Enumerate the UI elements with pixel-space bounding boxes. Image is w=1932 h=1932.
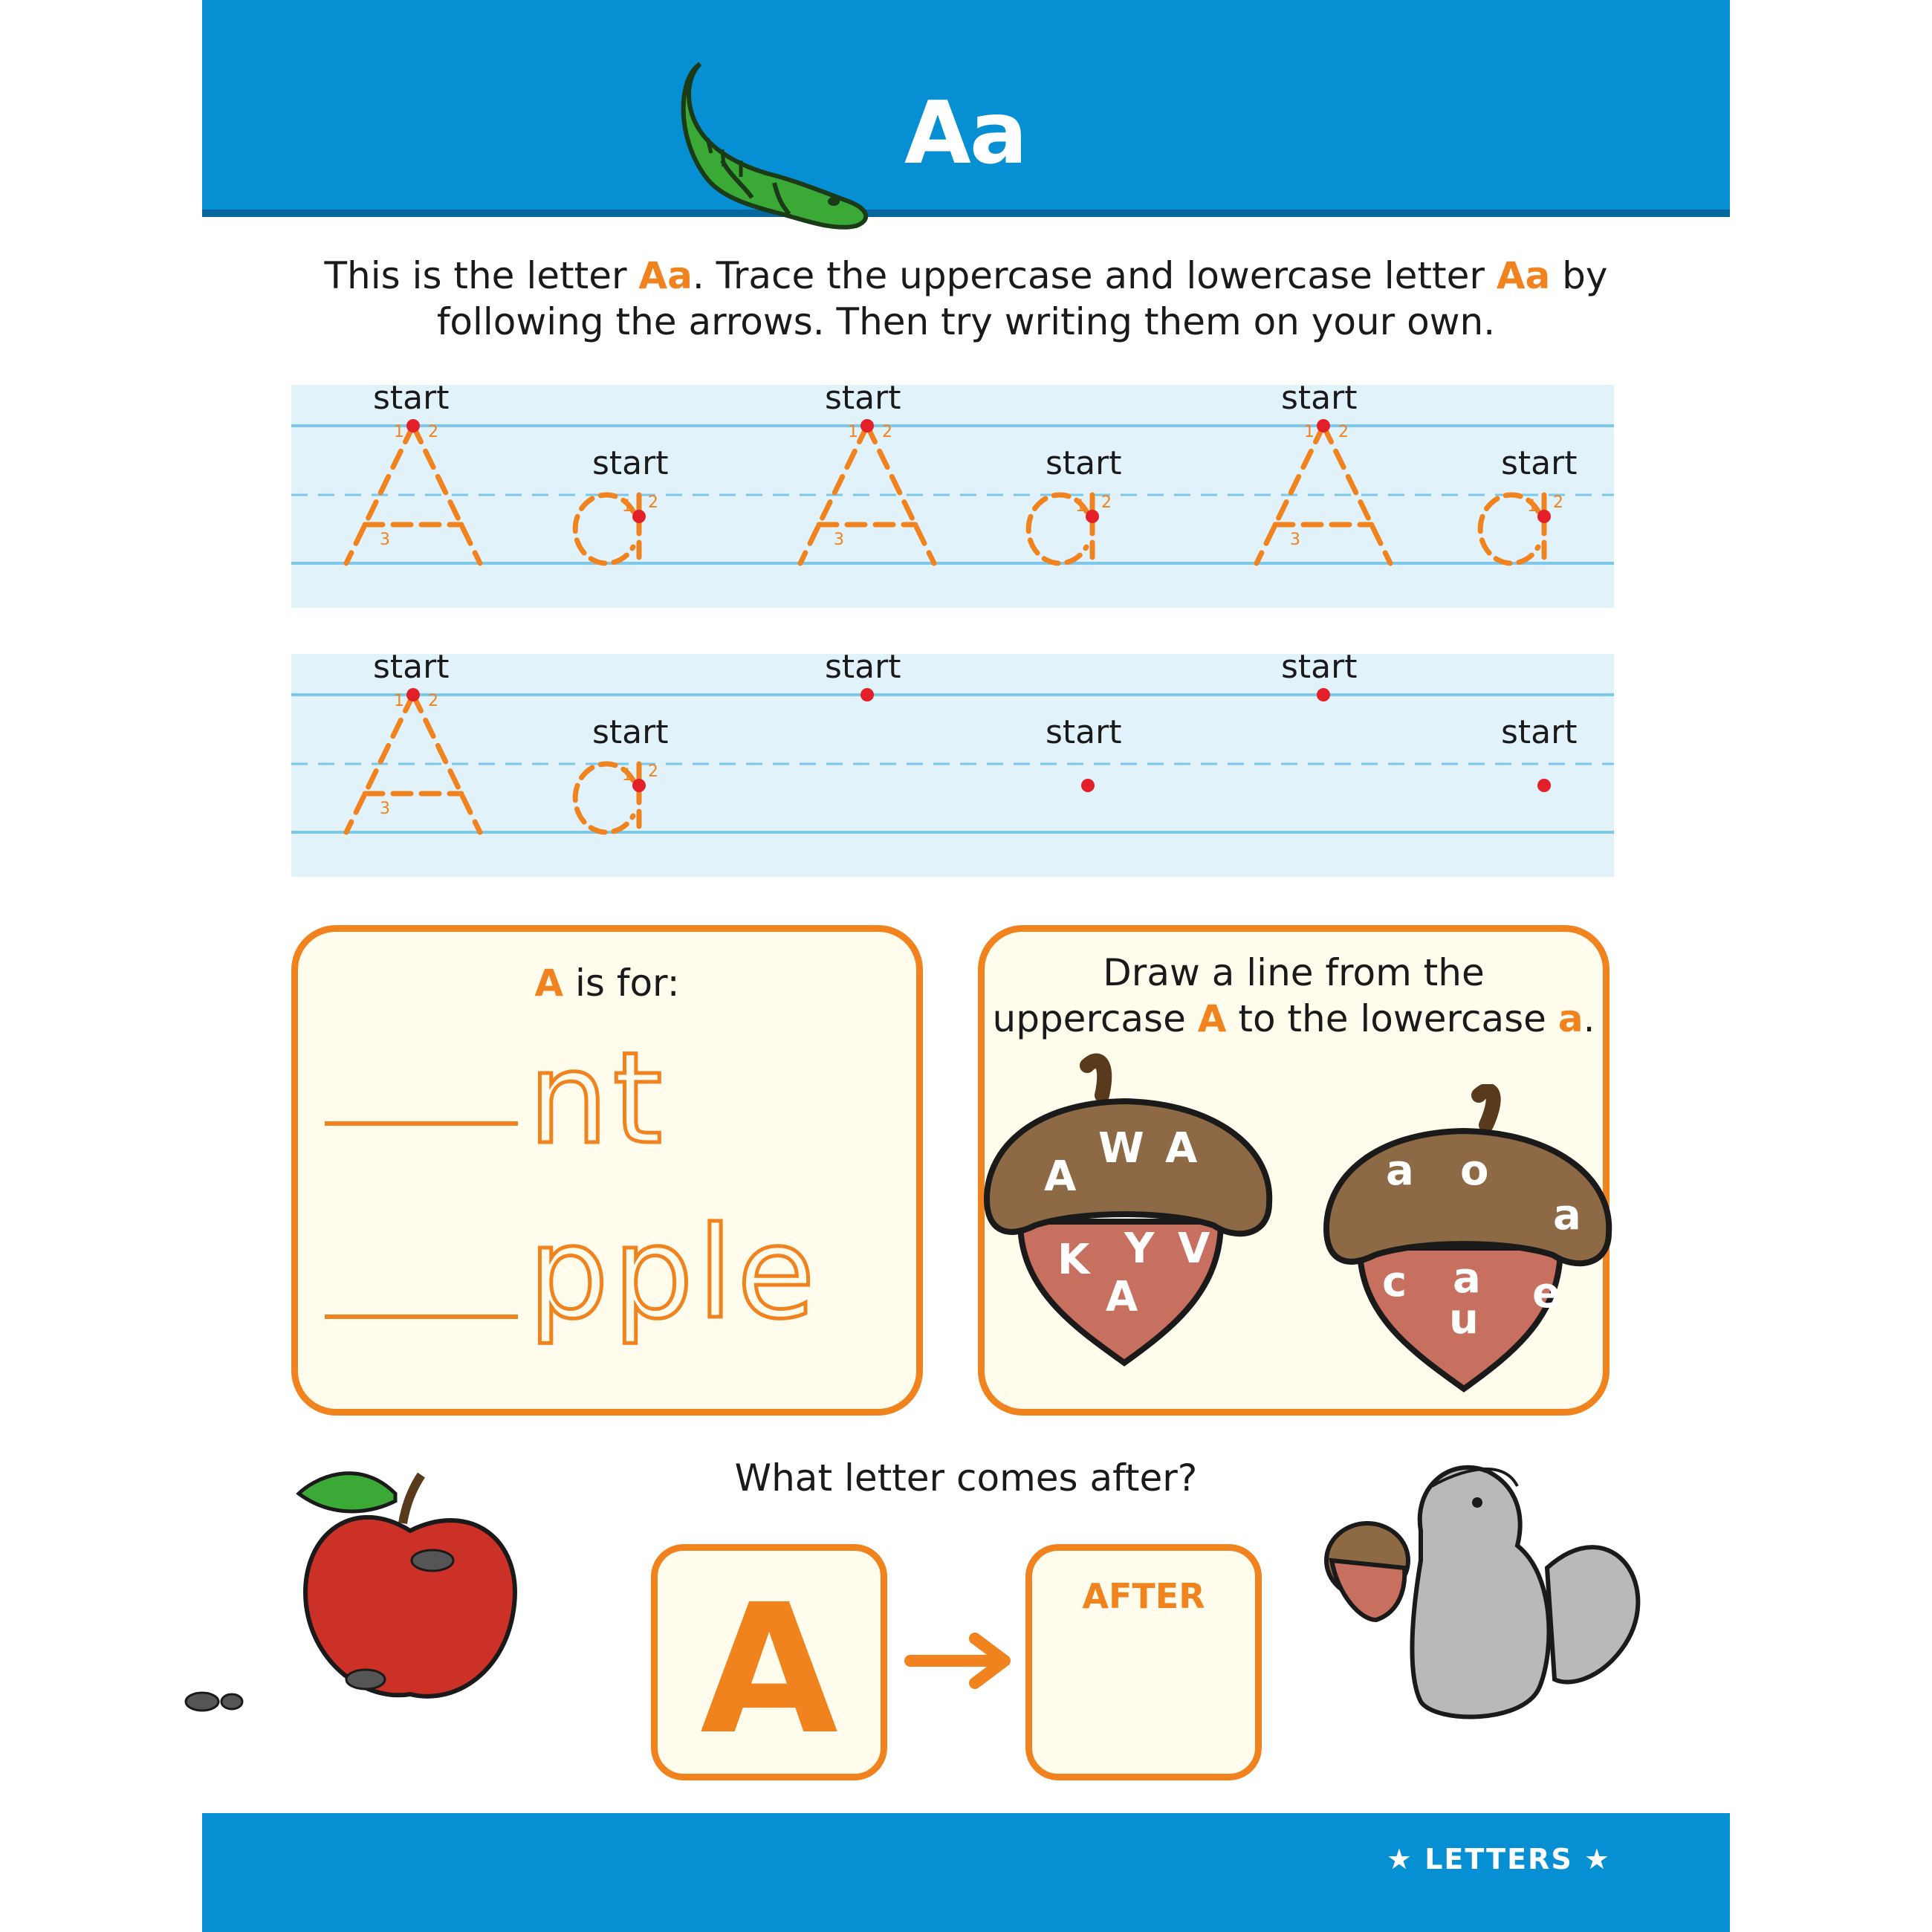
section-label: ★ LETTERS ★ (1386, 1843, 1611, 1876)
apple-illustration (284, 1456, 566, 1739)
stroke-number: 1 (1527, 497, 1537, 516)
acorn-letter[interactable]: e (1532, 1269, 1560, 1317)
acorn-letter[interactable]: a (1386, 1147, 1414, 1195)
tracing-row-1 (291, 379, 1614, 608)
match-text: uppercase (992, 997, 1198, 1040)
start-label: start (825, 648, 901, 686)
acorn-letter[interactable]: A (1044, 1153, 1077, 1201)
trace-stroke (1323, 426, 1390, 563)
ant-icon (172, 1679, 262, 1724)
start-dot (860, 688, 874, 701)
acorn-letter[interactable]: A (1165, 1124, 1198, 1173)
footer-banner (202, 1813, 1730, 1932)
start-dot (1537, 510, 1551, 523)
start-label: start (1046, 444, 1122, 482)
lowercase-a-trace (1028, 493, 1112, 563)
uppercase-a-trace (1257, 419, 1390, 563)
stroke-number: 3 (1290, 531, 1300, 549)
stroke-number: 1 (848, 423, 858, 441)
stroke-number: 3 (834, 531, 844, 549)
intro-text: following the arrows. Then try writing them on your own. (436, 300, 1496, 343)
acorn-letter[interactable]: V (1178, 1225, 1210, 1273)
stroke-number: 3 (380, 531, 390, 549)
given-letter-box (651, 1544, 887, 1780)
stroke-number: 2 (428, 423, 438, 441)
acorn-letter[interactable]: K (1057, 1236, 1090, 1284)
given-letter: A (700, 1566, 838, 1774)
trace-stroke (867, 426, 934, 563)
start-dot (860, 419, 874, 432)
stroke-number: 2 (1553, 493, 1563, 512)
start-dot (1086, 510, 1099, 523)
trace-stroke (413, 426, 480, 563)
start-dot (1317, 688, 1330, 701)
stroke-number: 2 (648, 493, 658, 512)
stroke-number: 1 (1075, 497, 1086, 516)
uppercase-a-trace (346, 419, 480, 563)
tracing-row-1-graphics (291, 385, 1614, 608)
answer-blank-1[interactable] (325, 1121, 518, 1126)
match-highlight: A (1197, 997, 1227, 1040)
instructions (202, 253, 1730, 345)
dotted-word-2: pple (528, 1200, 820, 1347)
match-text: . (1583, 997, 1595, 1040)
uppercase-a-trace (346, 688, 480, 832)
stroke-number: 1 (622, 766, 632, 785)
stroke-number: 2 (1338, 423, 1349, 441)
acorn-letter[interactable]: c (1382, 1258, 1407, 1306)
acorn-letter[interactable]: a (1553, 1191, 1581, 1239)
lowercase-a-trace (575, 762, 658, 832)
start-label: start (1281, 379, 1358, 417)
start-label: start (1501, 444, 1578, 482)
intro-highlight: Aa (638, 254, 693, 297)
match-box (978, 925, 1610, 1416)
acorn-letter[interactable]: Y (1124, 1225, 1155, 1273)
uppercase-acorn[interactable] (976, 1051, 1288, 1370)
header-rule (202, 210, 1730, 217)
start-label: start (1501, 713, 1578, 751)
start-dot (406, 688, 420, 701)
acorn-letter[interactable]: A (1106, 1273, 1138, 1321)
stroke-number: 3 (380, 800, 390, 818)
intro-text: . Trace the uppercase and lowercase letter (692, 254, 1497, 297)
dotted-word-1: nt (528, 1025, 667, 1173)
uppercase-a-trace (800, 419, 934, 563)
acorn-letter[interactable]: W (1098, 1124, 1144, 1173)
stroke-number: 1 (394, 423, 404, 441)
title-letter: A (534, 962, 564, 1005)
stroke-number: 1 (622, 497, 632, 516)
worksheet-page (202, 0, 1730, 1932)
intro-text: by (1550, 254, 1608, 297)
a-is-for-box (291, 925, 923, 1416)
match-line-1: Draw a line from the (1103, 951, 1485, 994)
stroke-number: 2 (428, 692, 438, 710)
acorn-letter[interactable]: u (1449, 1295, 1479, 1343)
match-text: to the lowercase (1226, 997, 1558, 1040)
stroke-number: 2 (1101, 493, 1112, 512)
intro-highlight: Aa (1496, 254, 1551, 297)
after-label: AFTER (1082, 1576, 1205, 1616)
start-dot (406, 419, 420, 432)
acorn-letter[interactable]: o (1460, 1147, 1489, 1195)
lowercase-a-trace (1480, 493, 1563, 563)
match-instructions (985, 950, 1603, 1042)
start-dot (1537, 779, 1551, 792)
start-label: start (825, 379, 901, 417)
a-is-for-title (298, 960, 916, 1006)
answer-blank-2[interactable] (325, 1315, 518, 1319)
lowercase-a-trace (575, 493, 658, 563)
start-label: start (373, 379, 450, 417)
start-label: start (373, 648, 450, 686)
page-title: Aa (904, 83, 1027, 184)
start-dot (1317, 419, 1330, 432)
stroke-number: 1 (394, 692, 404, 710)
tracing-row-2 (291, 648, 1614, 877)
title-rest: is for: (563, 962, 680, 1005)
after-question: What letter comes after? (734, 1456, 1198, 1500)
acorn-letter[interactable]: a (1453, 1254, 1481, 1303)
tracing-row-2-graphics (291, 654, 1614, 877)
start-label: start (1281, 648, 1358, 686)
match-highlight: a (1557, 997, 1583, 1040)
lowercase-acorn[interactable] (1315, 1084, 1627, 1404)
trace-stroke (413, 695, 480, 832)
stroke-number: 1 (1304, 423, 1315, 441)
start-label: start (592, 713, 669, 751)
start-label: start (1046, 713, 1122, 751)
alligator-illustration (678, 49, 878, 235)
start-dot (632, 510, 646, 523)
start-dot (1081, 779, 1095, 792)
intro-text: This is the letter (324, 254, 639, 297)
stroke-number: 2 (648, 762, 658, 781)
start-dot (632, 779, 646, 792)
arrow-right-icon (904, 1631, 1016, 1690)
start-label: start (592, 444, 669, 482)
squirrel-illustration (1302, 1442, 1666, 1739)
after-answer-box[interactable] (1025, 1544, 1262, 1780)
stroke-number: 2 (882, 423, 892, 441)
